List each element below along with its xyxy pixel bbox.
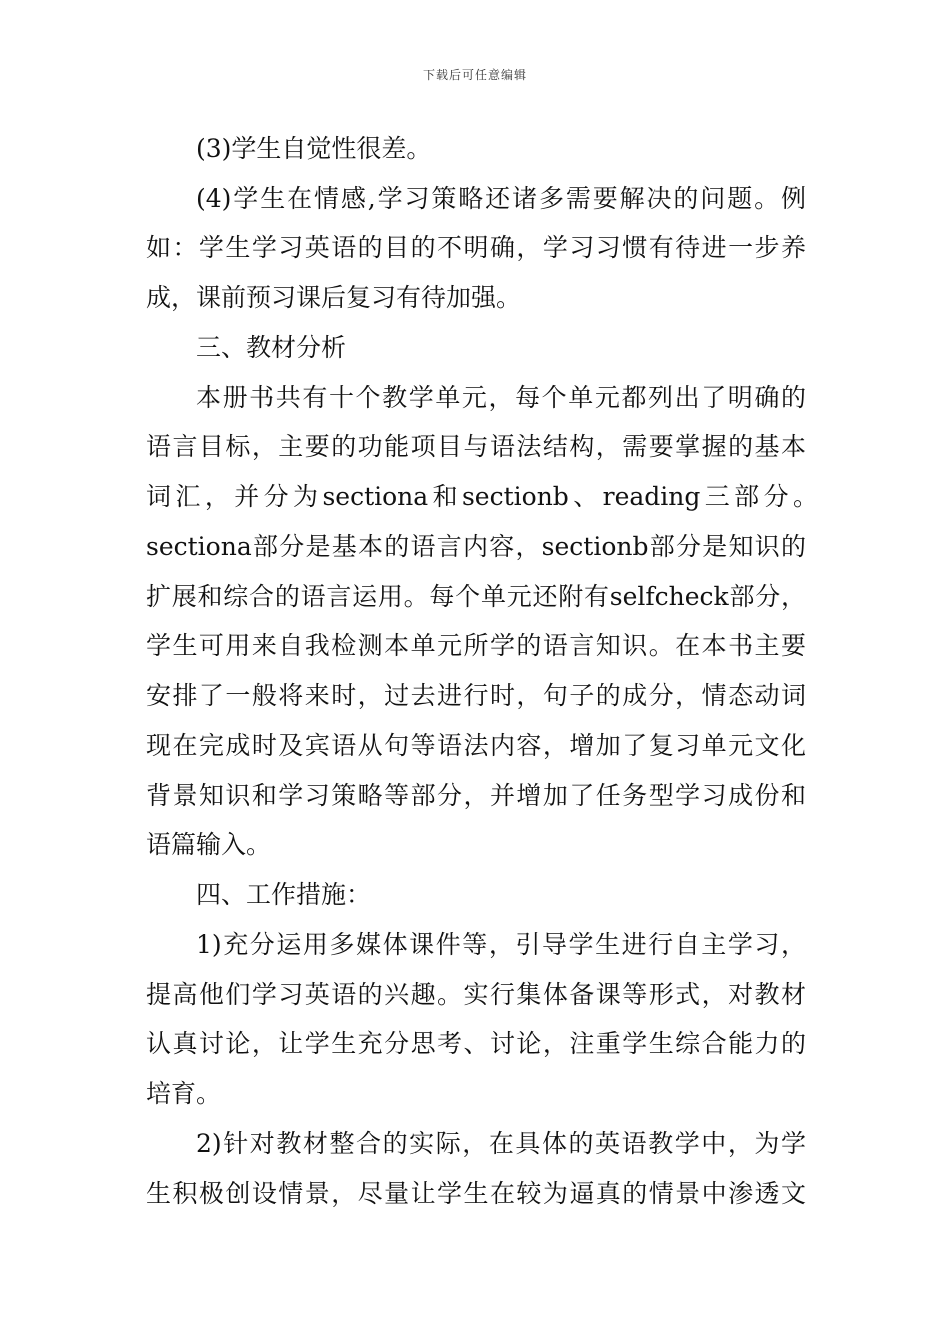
paragraph-line: 培育。 (146, 1079, 222, 1108)
section-heading: 四、工作措施： (196, 880, 372, 909)
paragraph-line: sectiona部分是基本的语言内容，sectionb部分是知识的 (146, 532, 806, 561)
paragraph-line: 现在完成时及宾语从句等语法内容，增加了复习单元文化 (146, 731, 806, 760)
paragraph-line: (3)学生自觉性很差。 (196, 134, 432, 163)
paragraph-line: 认真讨论，让学生充分思考、讨论，注重学生综合能力的 (146, 1029, 806, 1058)
paragraph-line: 本册书共有十个教学单元，每个单元都列出了明确的 (196, 383, 806, 412)
paragraph-line: 语言目标，主要的功能项目与语法结构，需要掌握的基本 (146, 432, 806, 461)
paragraph-line: 1)充分运用多媒体课件等，引导学生进行自主学习， (196, 930, 806, 959)
paragraph-line: 安排了一般将来时，过去进行时，句子的成分，情态动词 (146, 681, 806, 710)
paragraph-line: 提高他们学习英语的兴趣。实行集体备课等形式，对教材 (146, 980, 806, 1009)
paragraph-line: 背景知识和学习策略等部分，并增加了任务型学习成份和 (146, 781, 806, 810)
paragraph-line: 成，课前预习课后复习有待加强。 (146, 283, 522, 312)
section-heading: 三、教材分析 (196, 333, 347, 362)
paragraph-line: 如：学生学习英语的目的不明确，学习习惯有待进一步养 (146, 233, 806, 262)
header-note: 下载后可任意编辑 (422, 68, 527, 82)
paragraph-line: 词汇，并分为sectiona和sectionb、reading三部分。 (146, 482, 818, 511)
paragraph-line: 生积极创设情景，尽量让学生在较为逼真的情景中渗透文 (146, 1179, 806, 1208)
paragraph-line: 学生可用来自我检测本单元所学的语言知识。在本书主要 (146, 631, 806, 660)
paragraph-line: 语篇输入。 (146, 830, 272, 859)
paragraph-line: 扩展和综合的语言运用。每个单元还附有selfcheck部分， (146, 582, 806, 611)
paragraph-line: 2)针对教材整合的实际，在具体的英语教学中，为学 (196, 1129, 806, 1158)
paragraph-line: (4)学生在情感,学习策略还诸多需要解决的问题。例 (196, 184, 806, 213)
